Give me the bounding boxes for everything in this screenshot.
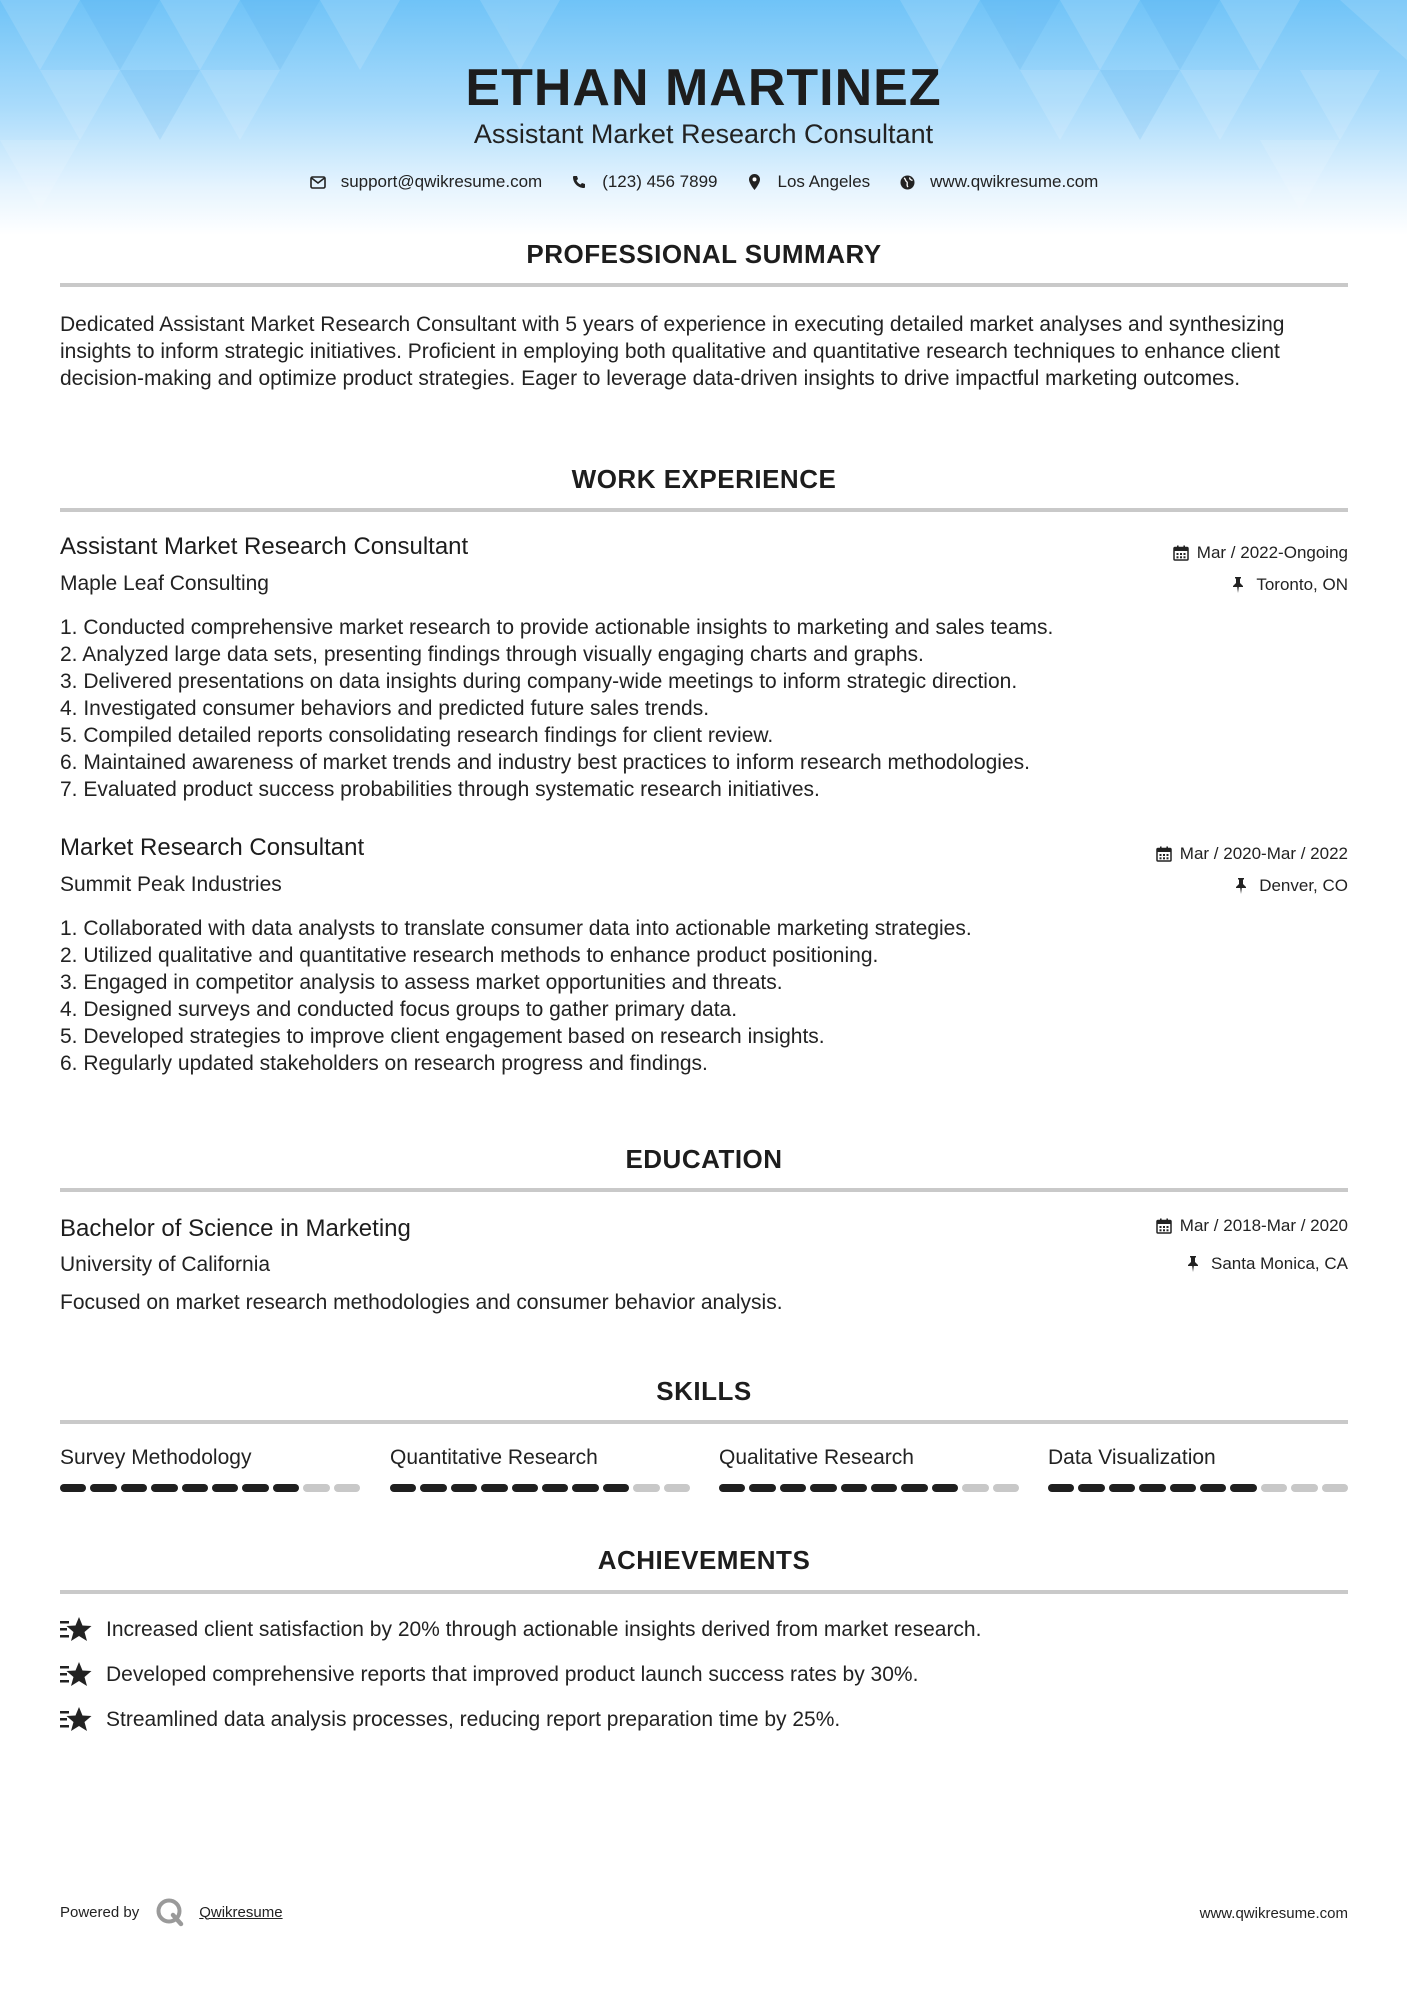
experience-divider [60, 508, 1348, 512]
pushpin-icon [1232, 577, 1248, 593]
job-dates-text: Mar / 2020-Mar / 2022 [1179, 844, 1348, 863]
map-marker-icon [746, 173, 764, 191]
skill-level-segment [390, 1484, 416, 1492]
job-dates [1156, 844, 1348, 864]
job-location [1232, 575, 1348, 595]
job-bullets [60, 614, 1348, 803]
list-item: 5. Compiled detailed reports consolidating research findings for client review. [60, 724, 774, 747]
skill-level-bar [719, 1484, 1019, 1492]
skill-level-segment [1170, 1484, 1196, 1492]
skill-level-segment [121, 1484, 147, 1492]
skill-level-segment [719, 1484, 745, 1492]
skill-level-segment [60, 1484, 86, 1492]
skill-level-bar [60, 1484, 360, 1492]
skill-level-segment [512, 1484, 538, 1492]
education-dates [1156, 1216, 1348, 1236]
contact-email[interactable] [309, 172, 543, 192]
star-award-icon [60, 1661, 92, 1689]
skill-level-segment [871, 1484, 897, 1492]
list-item: 5. Developed strategies to improve client engagement based on research insights. [60, 1025, 825, 1048]
education-location-text: Santa Monica, CA [1210, 1254, 1348, 1273]
job-location-text: Toronto, ON [1256, 575, 1348, 594]
list-item: 6. Regularly updated stakeholders on research progress and findings. [60, 1052, 708, 1075]
skill-level-segment [1261, 1484, 1287, 1492]
skill-level-segment [1230, 1484, 1256, 1492]
skill-level-segment [993, 1484, 1019, 1492]
skill-name: Qualitative Research [719, 1446, 914, 1469]
calendar-icon [1156, 1218, 1172, 1234]
job-company: Maple Leaf Consulting [60, 572, 269, 595]
job-title: Assistant Market Research Consultant [60, 533, 469, 560]
achievement-item [60, 1661, 918, 1689]
job-dates-text: Mar / 2022-Ongoing [1196, 543, 1348, 562]
skill-level-segment [633, 1484, 659, 1492]
education-dates-text: Mar / 2018-Mar / 2020 [1179, 1216, 1348, 1235]
contact-website[interactable] [898, 172, 1098, 192]
achievement-item [60, 1616, 981, 1644]
skill-level-segment [542, 1484, 568, 1492]
qwikresume-link[interactable]: Qwikresume [199, 1903, 283, 1921]
summary-text: Dedicated Assistant Market Research Consultant with 5 years of experience in executing detailed market analyses and synthesizing insights to inform strategic initiatives. Proficient in employing both qualitative and quantitative research techniques to enhance client decision-making and optimize product strategies. Eager to leverage data-driven insights to drive impactful marketing outcomes. [60, 313, 1285, 390]
contact-website-text: www.qwikresume.com [930, 172, 1099, 191]
skill-item [1048, 1446, 1348, 1492]
skill-level-bar [1048, 1484, 1348, 1492]
summary-divider [60, 283, 1348, 287]
contact-location [746, 172, 871, 192]
skill-level-segment [303, 1484, 329, 1492]
skill-level-segment [603, 1484, 629, 1492]
footer-powered-by [60, 1897, 283, 1927]
education-divider [60, 1188, 1348, 1192]
contact-bar [0, 172, 1407, 192]
job-bullets [60, 915, 1348, 1077]
skill-level-segment [212, 1484, 238, 1492]
skill-level-segment [664, 1484, 690, 1492]
education-heading: EDUCATION [625, 1144, 783, 1174]
education-location [1187, 1254, 1348, 1274]
list-item: 1. Conducted comprehensive market research to provide actionable insights to marketing and sales teams. [60, 616, 1054, 639]
skill-level-segment [1109, 1484, 1135, 1492]
skill-level-segment [420, 1484, 446, 1492]
skill-level-segment [1048, 1484, 1074, 1492]
list-item: 6. Maintained awareness of market trends and industry best practices to inform research methodologies. [60, 751, 1030, 774]
candidate-name: ETHAN MARTINEZ [465, 59, 942, 117]
contact-email-text: support@qwikresume.com [340, 172, 543, 191]
skill-level-segment [749, 1484, 775, 1492]
skill-name: Data Visualization [1048, 1446, 1216, 1469]
list-item: 3. Delivered presentations on data insights during company-wide meetings to inform strategic direction. [60, 670, 1018, 693]
list-item: 1. Collaborated with data analysts to translate consumer data into actionable marketing strategies. [60, 917, 972, 940]
skill-level-segment [1200, 1484, 1226, 1492]
globe-icon [898, 173, 916, 191]
skill-level-segment [90, 1484, 116, 1492]
achievement-item [60, 1706, 840, 1734]
skill-level-segment [962, 1484, 988, 1492]
pushpin-icon [1187, 1256, 1203, 1272]
skill-level-segment [481, 1484, 507, 1492]
envelope-icon [309, 173, 327, 191]
skill-level-segment [901, 1484, 927, 1492]
skills-heading: SKILLS [656, 1376, 752, 1406]
star-award-icon [60, 1706, 92, 1734]
job-location-text: Denver, CO [1259, 876, 1348, 895]
skill-item [60, 1446, 360, 1492]
skill-item [719, 1446, 1019, 1492]
header-banner [0, 0, 1407, 235]
skill-level-segment [841, 1484, 867, 1492]
degree-title: Bachelor of Science in Marketing [60, 1215, 411, 1242]
achievement-text: Streamlined data analysis processes, reducing report preparation time by 25%. [106, 1708, 841, 1731]
list-item: 7. Evaluated product success probabilities through systematic research initiatives. [60, 778, 820, 801]
skill-item [390, 1446, 690, 1492]
skill-level-segment [932, 1484, 958, 1492]
calendar-icon [1156, 846, 1172, 862]
skill-level-segment [780, 1484, 806, 1492]
list-item: 4. Designed surveys and conducted focus groups to gather primary data. [60, 998, 738, 1021]
skill-name: Survey Methodology [60, 1446, 252, 1469]
job-dates [1173, 543, 1348, 563]
pushpin-icon [1235, 878, 1251, 894]
contact-phone-text: (123) 456 7899 [602, 172, 718, 191]
star-award-icon [60, 1616, 92, 1644]
skill-level-segment [242, 1484, 268, 1492]
list-item: 2. Utilized qualitative and quantitative research methods to enhance product positioning. [60, 944, 879, 967]
summary-heading: PROFESSIONAL SUMMARY [526, 239, 882, 269]
list-item: 2. Analyzed large data sets, presenting findings through visually engaging charts and graphs. [60, 643, 924, 666]
list-item: 3. Engaged in competitor analysis to assess market opportunities and threats. [60, 971, 783, 994]
skill-name: Quantitative Research [390, 1446, 598, 1469]
achievements-heading: ACHIEVEMENTS [597, 1545, 811, 1575]
job-location [1235, 876, 1348, 896]
achievements-divider [60, 1590, 1348, 1594]
job-title: Market Research Consultant [60, 834, 365, 861]
school-name: University of California [60, 1253, 271, 1276]
skill-level-segment [572, 1484, 598, 1492]
qwikresume-logo-icon [155, 1897, 185, 1927]
skill-level-segment [182, 1484, 208, 1492]
skill-level-bar [390, 1484, 690, 1492]
experience-heading: WORK EXPERIENCE [571, 464, 837, 494]
education-description: Focused on market research methodologies and consumer behavior analysis. [60, 1291, 783, 1314]
achievement-text: Developed comprehensive reports that improved product launch success rates by 30%. [106, 1663, 919, 1686]
skill-level-segment [1139, 1484, 1165, 1492]
footer-website[interactable]: www.qwikresume.com [1199, 1905, 1348, 1922]
powered-by-label: Powered by [60, 1903, 140, 1921]
skill-level-segment [810, 1484, 836, 1492]
contact-phone[interactable] [570, 172, 717, 192]
skill-level-segment [1078, 1484, 1104, 1492]
skill-level-segment [451, 1484, 477, 1492]
job-company: Summit Peak Industries [60, 873, 282, 896]
list-item: 4. Investigated consumer behaviors and predicted future sales trends. [60, 697, 710, 720]
skill-level-segment [1322, 1484, 1348, 1492]
calendar-icon [1173, 545, 1189, 561]
skill-level-segment [1291, 1484, 1317, 1492]
skills-divider [60, 1420, 1348, 1424]
skill-level-segment [151, 1484, 177, 1492]
contact-location-text: Los Angeles [777, 172, 871, 191]
skill-level-segment [273, 1484, 299, 1492]
phone-icon [570, 173, 588, 191]
achievement-text: Increased client satisfaction by 20% through actionable insights derived from market research. [106, 1618, 982, 1641]
candidate-title: Assistant Market Research Consultant [473, 119, 934, 149]
skill-level-segment [334, 1484, 360, 1492]
